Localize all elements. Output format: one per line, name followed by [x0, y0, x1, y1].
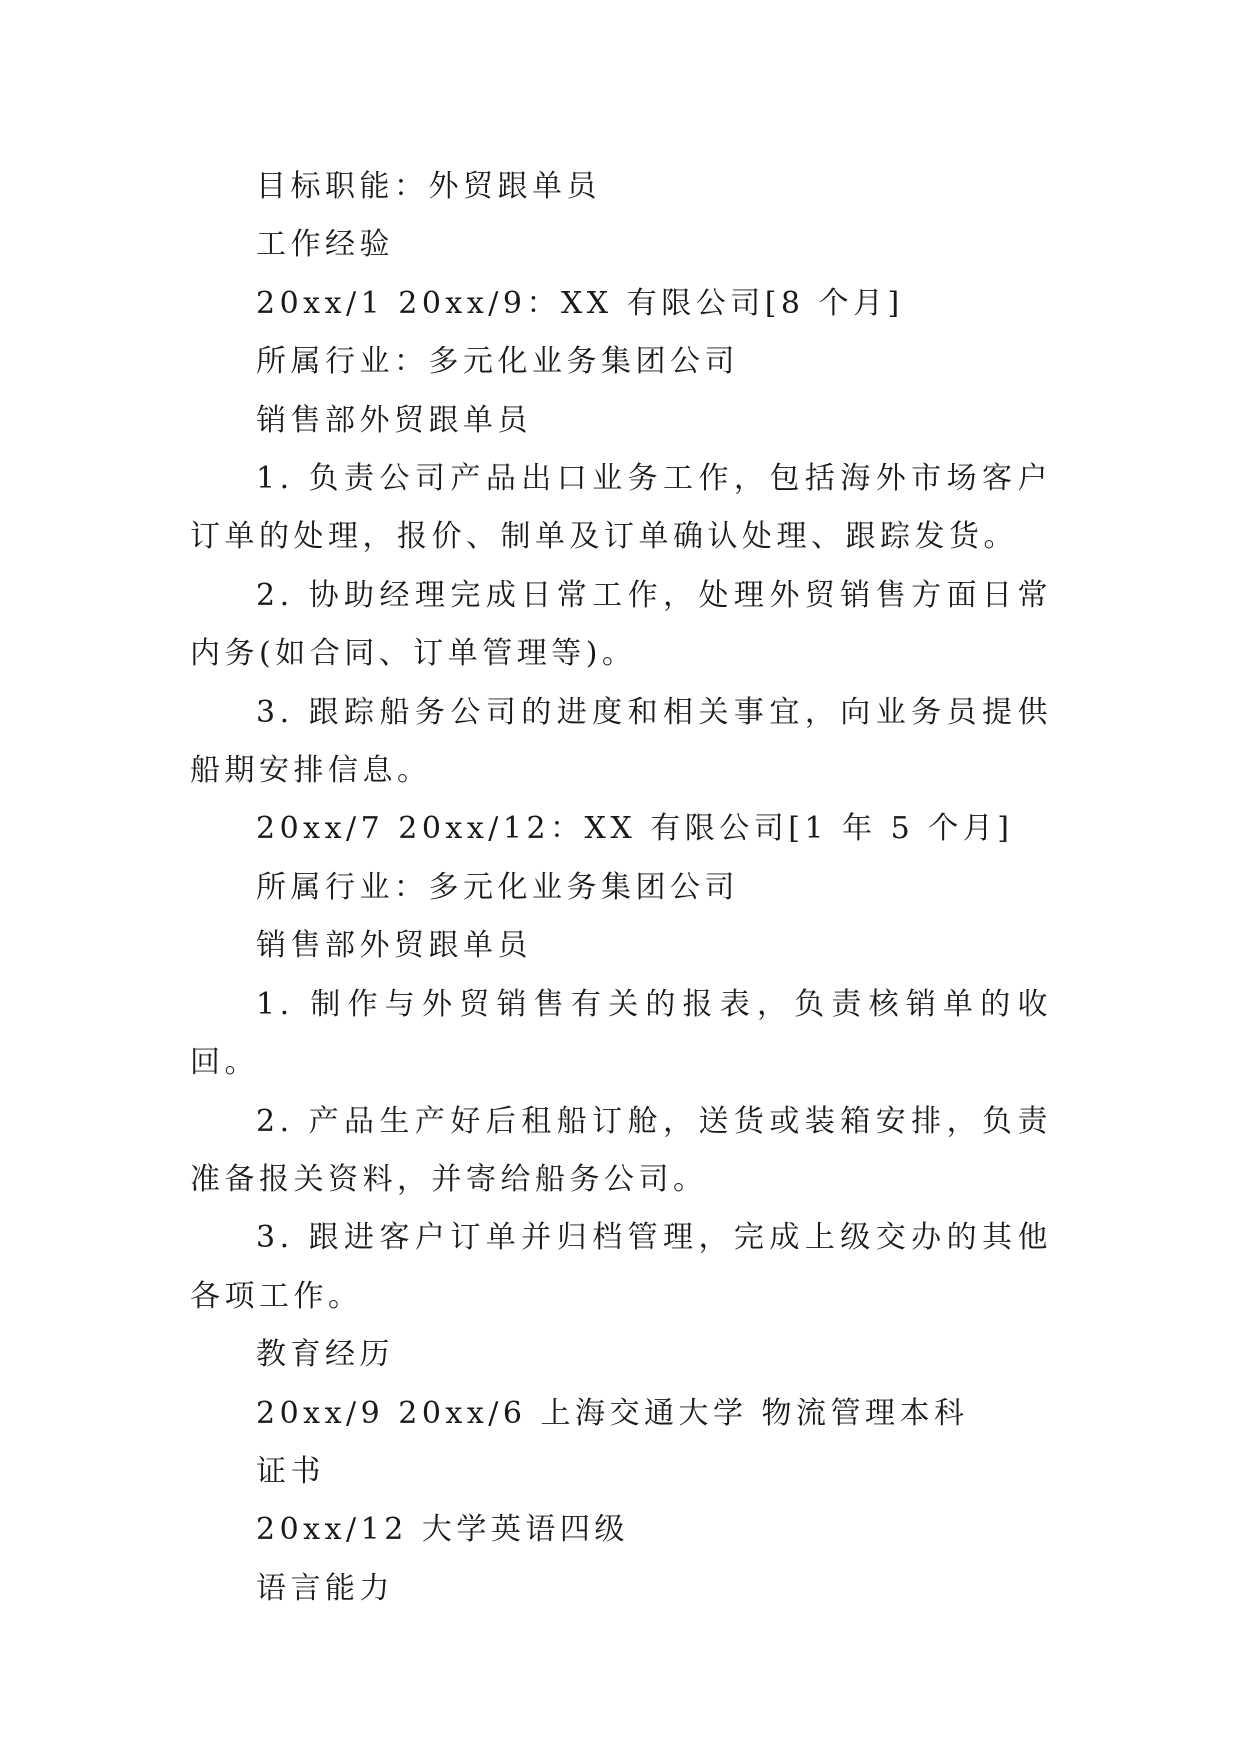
target-position: 目标职能：外贸跟单员 [256, 169, 601, 204]
job-1-industry: 所属行业：多元化业务集团公司 [256, 344, 739, 380]
job-2-duty-3: 3. 跟进客户订单并归档管理，完成上级交办的其他各项工作。 [190, 1220, 1052, 1314]
job-2-period: 20xx/7 20xx/12：XX 有限公司[1 年 5 个月] [256, 811, 1014, 847]
job-2-duty-1: 1. 制作与外贸销售有关的报表，负责核销单的收回。 [190, 986, 1052, 1081]
job-1-duty-1: 1. 负责公司产品出口业务工作，包括海外市场客户订单的处理，报价、制单及订单确认处理、跟踪发货。 [190, 461, 1052, 555]
job-1-period: 20xx/1 20xx/9：XX 有限公司[8 个月] [256, 285, 904, 321]
section-heading-work-experience: 工作经验 [256, 227, 394, 263]
job-2-duty-2: 2. 产品生产好后租船订舱，送货或装箱安排，负责准备报关资料，并寄给船务公司。 [190, 1103, 1052, 1197]
education-entry: 20xx/9 20xx/6 上海交通大学 物流管理本科 [256, 1395, 969, 1431]
job-1-duty-2: 2. 协助经理完成日常工作，处理外贸销售方面日常内务(如合同、订单管理等)。 [190, 577, 1052, 672]
section-heading-certificates: 证书 [256, 1453, 325, 1489]
section-heading-language: 语言能力 [256, 1570, 394, 1606]
job-1-duty-3: 3. 跟踪船务公司的进度和相关事宜，向业务员提供船期安排信息。 [190, 694, 1052, 789]
section-heading-education: 教育经历 [256, 1337, 394, 1373]
job-1-title: 销售部外贸跟单员 [256, 402, 532, 438]
job-2-title: 销售部外贸跟单员 [256, 928, 532, 964]
certificate-entry: 20xx/12 大学英语四级 [256, 1512, 629, 1548]
resume-content [190, 158, 1052, 1618]
job-2-industry: 所属行业：多元化业务集团公司 [256, 869, 739, 905]
